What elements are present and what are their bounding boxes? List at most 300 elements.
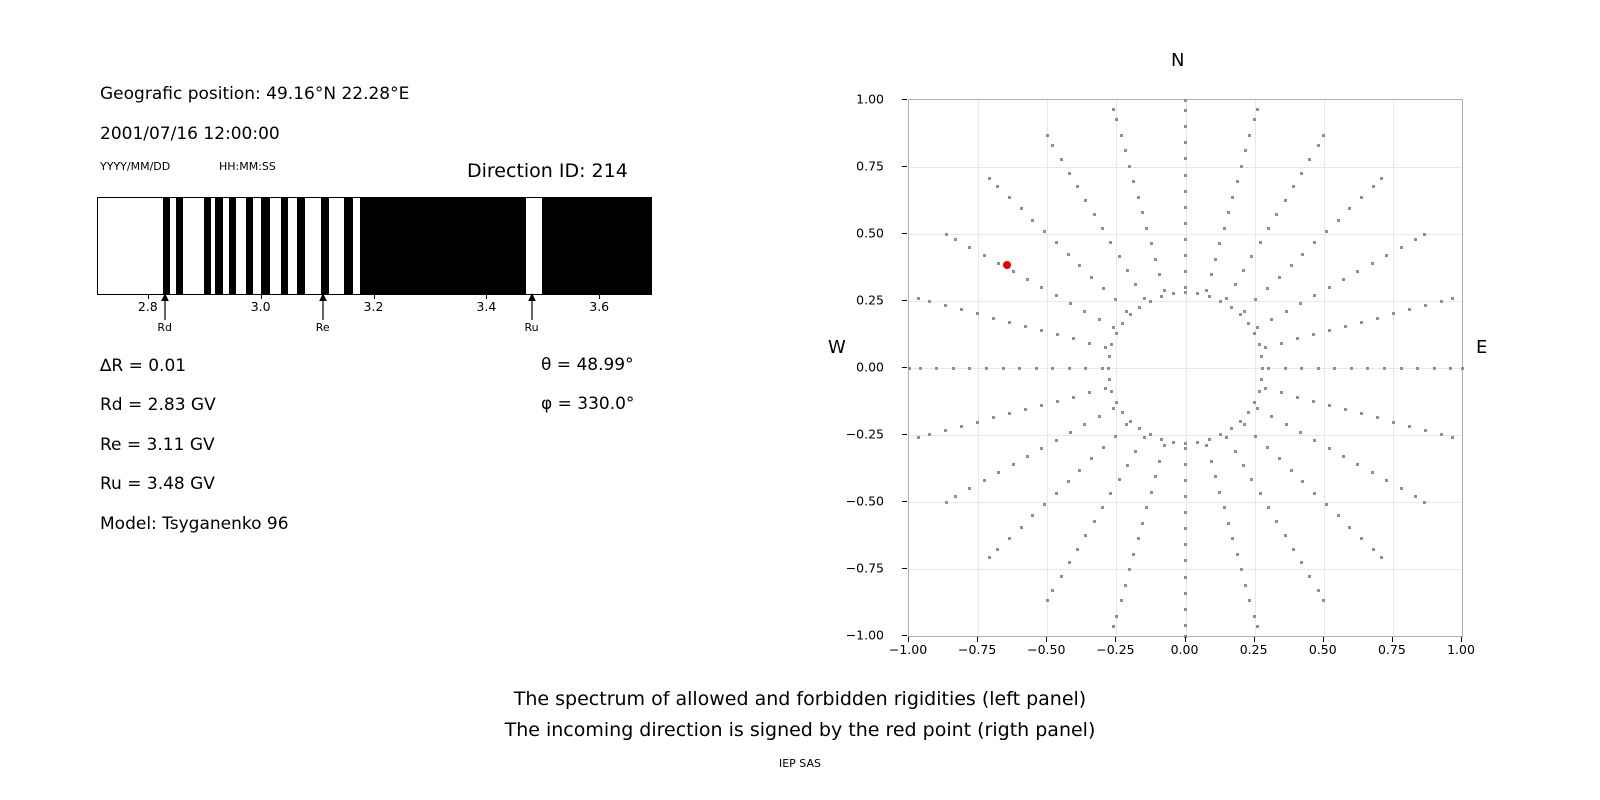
direction-point	[1342, 278, 1345, 281]
y-tick-label: 0.25	[856, 292, 884, 308]
direction-point	[1084, 367, 1087, 370]
direction-point	[1126, 269, 1129, 272]
direction-point	[996, 548, 999, 551]
direction-point	[908, 367, 911, 370]
direction-point	[1440, 433, 1443, 436]
direction-point	[1260, 378, 1263, 381]
y-tick-mark	[902, 367, 907, 368]
direction-point	[1112, 108, 1115, 111]
direction-point	[1284, 534, 1287, 537]
direction-point	[1056, 400, 1059, 403]
direction-point	[1055, 294, 1058, 297]
direction-point	[1115, 118, 1118, 121]
direction-point	[1112, 407, 1115, 410]
direction-point	[1184, 608, 1187, 611]
direction-point	[1121, 322, 1124, 325]
direction-point	[1328, 447, 1331, 450]
rigidity-spectrum-chart	[97, 197, 652, 295]
polar-scatter-plot	[908, 99, 1463, 637]
forbidden-band	[215, 198, 223, 294]
direction-point	[1150, 491, 1153, 494]
direction-point	[1408, 425, 1411, 428]
direction-point	[1184, 447, 1187, 450]
direction-point	[1101, 227, 1104, 230]
direction-point	[1344, 325, 1347, 328]
direction-point	[1128, 165, 1131, 168]
direction-point	[1414, 495, 1417, 498]
direction-point	[1236, 553, 1239, 556]
direction-point	[1163, 444, 1166, 447]
forbidden-band	[321, 198, 328, 294]
x-tick-mark	[1323, 637, 1324, 642]
direction-id: Direction ID: 214	[467, 160, 628, 182]
direction-point	[1247, 411, 1250, 414]
rigidity-marker-label: Rd	[157, 321, 173, 334]
direction-point	[1158, 460, 1161, 463]
direction-point	[1254, 298, 1257, 301]
direction-point	[1223, 506, 1226, 509]
direction-point	[1250, 255, 1253, 258]
x-tick-mark	[908, 637, 909, 642]
direction-point	[1024, 408, 1027, 411]
direction-point	[1051, 367, 1054, 370]
direction-point	[1040, 286, 1043, 289]
direction-point	[1184, 286, 1187, 289]
direction-point	[1184, 479, 1187, 482]
direction-point	[1433, 367, 1436, 370]
direction-point	[997, 262, 1000, 265]
x-tick-label: −0.25	[1096, 642, 1135, 657]
direction-point	[1093, 520, 1096, 523]
x-tick-label: −1.00	[888, 642, 928, 657]
direction-point	[1090, 457, 1093, 460]
direction-point	[1184, 592, 1187, 595]
direction-point	[1196, 441, 1199, 444]
direction-point	[1385, 254, 1388, 257]
direction-point	[1258, 390, 1261, 393]
direction-point	[1184, 222, 1187, 225]
direction-point	[1208, 295, 1211, 298]
direction-point	[1240, 568, 1243, 571]
direction-point	[1275, 520, 1278, 523]
selected-direction-point[interactable]	[1003, 261, 1011, 269]
direction-point	[1046, 599, 1049, 602]
direction-point	[1301, 480, 1304, 483]
direction-point	[1008, 321, 1011, 324]
direction-point	[1120, 134, 1123, 137]
direction-point	[1376, 416, 1379, 419]
axis-tick-label: 3.0	[250, 299, 271, 314]
direction-point	[1317, 367, 1320, 370]
direction-point	[1239, 420, 1242, 423]
y-tick-label: −0.75	[845, 560, 884, 576]
direction-point	[988, 556, 991, 559]
direction-point	[1008, 537, 1011, 540]
direction-point	[1290, 469, 1293, 472]
direction-point	[968, 367, 971, 370]
direction-point	[1308, 575, 1311, 578]
direction-point	[1328, 286, 1331, 289]
x-tick-label: −0.50	[1027, 642, 1066, 657]
direction-point	[1253, 615, 1256, 618]
direction-point	[1337, 219, 1340, 222]
direction-point	[1108, 355, 1111, 358]
direction-point	[1248, 134, 1251, 137]
direction-point	[928, 300, 931, 303]
direction-point	[1114, 298, 1117, 301]
direction-point	[1264, 346, 1267, 349]
direction-point	[1104, 387, 1107, 390]
direction-point	[1371, 471, 1374, 474]
gridline-horizontal	[909, 167, 1462, 168]
direction-point	[1284, 367, 1287, 370]
direction-point	[1112, 326, 1115, 329]
credit-label: IEP SAS	[778, 757, 822, 770]
direction-point	[1285, 310, 1288, 313]
geographic-position: Geografic position: 49.16°N 22.28°E	[100, 84, 410, 104]
direction-point	[1242, 464, 1245, 467]
direction-point	[1299, 302, 1302, 305]
direction-point	[1184, 624, 1187, 627]
direction-point	[1285, 423, 1288, 426]
direction-point	[1184, 576, 1187, 579]
direction-point	[1102, 287, 1105, 290]
direction-point	[1371, 262, 1374, 265]
direction-point	[1067, 253, 1070, 256]
direction-point	[1261, 367, 1264, 370]
direction-point	[1400, 246, 1403, 249]
direction-point	[1344, 408, 1347, 411]
direction-point	[1360, 196, 1363, 199]
direction-point	[1083, 310, 1086, 313]
direction-point	[1124, 149, 1127, 152]
direction-point	[1115, 615, 1118, 618]
direction-point	[1069, 302, 1072, 305]
direction-point	[1247, 322, 1250, 325]
direction-point	[1126, 464, 1129, 467]
x-tick-mark	[1461, 637, 1462, 642]
y-tick-mark	[902, 568, 907, 569]
direction-point	[1184, 543, 1187, 546]
direction-point	[1098, 415, 1101, 418]
direction-point	[1256, 407, 1259, 410]
direction-point	[1416, 367, 1419, 370]
direction-point	[1356, 463, 1359, 466]
direction-point	[1076, 548, 1079, 551]
direction-point	[1184, 463, 1187, 466]
direction-point	[1046, 134, 1049, 137]
direction-point	[1223, 227, 1226, 230]
direction-point	[944, 304, 947, 307]
direction-point	[945, 501, 948, 504]
direction-point	[1254, 435, 1257, 438]
direction-point	[919, 367, 922, 370]
forbidden-band	[360, 198, 525, 294]
direction-point	[1154, 258, 1157, 261]
arrow-up-icon	[316, 293, 330, 320]
theta-value: θ = 48.99°	[541, 355, 634, 375]
direction-point	[1118, 478, 1121, 481]
direction-point	[917, 436, 920, 439]
direction-point	[1088, 391, 1091, 394]
direction-point	[1296, 396, 1299, 399]
direction-point	[1270, 318, 1273, 321]
direction-point	[1158, 273, 1161, 276]
direction-point	[954, 238, 957, 241]
forbidden-band	[344, 198, 353, 294]
forbidden-band	[163, 198, 170, 294]
x-tick-label: −0.75	[957, 642, 997, 657]
direction-point	[1008, 412, 1011, 415]
x-tick-mark	[1254, 637, 1255, 642]
x-tick-mark	[1046, 637, 1047, 642]
direction-point	[1138, 427, 1141, 430]
direction-point	[1236, 180, 1239, 183]
direction-point	[1110, 343, 1113, 346]
direction-point	[985, 367, 988, 370]
direction-point	[1026, 455, 1029, 458]
direction-point	[968, 246, 971, 249]
direction-point	[1129, 420, 1132, 423]
direction-point	[960, 308, 963, 311]
direction-point	[1259, 492, 1262, 495]
direction-point	[935, 367, 938, 370]
rigidity-marker-rd	[145, 293, 185, 334]
direction-point	[1461, 367, 1464, 370]
direction-point	[1149, 300, 1152, 303]
y-tick-mark	[902, 300, 907, 301]
y-tick-label: 0.00	[856, 359, 884, 375]
direction-point	[1035, 367, 1038, 370]
direction-point	[1225, 436, 1228, 439]
direction-point	[1078, 264, 1081, 267]
direction-point	[1423, 233, 1426, 236]
direction-point	[1196, 292, 1199, 295]
direction-point	[1184, 442, 1187, 445]
direction-point	[1210, 460, 1213, 463]
direction-point	[1214, 475, 1217, 478]
direction-point	[1043, 230, 1046, 233]
gridline-horizontal	[909, 301, 1462, 302]
gridline-horizontal	[909, 502, 1462, 503]
direction-point	[1068, 172, 1071, 175]
direction-point	[1258, 343, 1261, 346]
rigidity-marker-label: Ru	[524, 321, 539, 334]
direction-point	[1184, 511, 1187, 514]
direction-point	[1278, 276, 1281, 279]
direction-point	[1218, 491, 1221, 494]
direction-point	[1132, 180, 1135, 183]
direction-point	[1253, 401, 1256, 404]
direction-point	[1275, 213, 1278, 216]
direction-point	[1184, 291, 1187, 294]
direction-point	[1040, 329, 1043, 332]
x-tick-label: 0.50	[1308, 642, 1337, 657]
direction-point	[1317, 589, 1320, 592]
direction-point	[1107, 367, 1110, 370]
direction-point	[1299, 431, 1302, 434]
direction-point	[1012, 270, 1015, 273]
direction-point	[1260, 355, 1263, 358]
direction-point	[1114, 435, 1117, 438]
direction-point	[1360, 321, 1363, 324]
direction-point	[1137, 537, 1140, 540]
direction-point	[1076, 185, 1079, 188]
direction-point	[1380, 177, 1383, 180]
direction-point	[1300, 561, 1303, 564]
direction-point	[1109, 241, 1112, 244]
direction-point	[1143, 297, 1146, 300]
direction-point	[1337, 514, 1340, 517]
forbidden-band	[176, 198, 183, 294]
direction-point	[1184, 495, 1187, 498]
direction-point	[1292, 548, 1295, 551]
direction-point	[1060, 158, 1063, 161]
direction-point	[1145, 506, 1148, 509]
direction-point	[1184, 206, 1187, 209]
direction-point	[1451, 436, 1454, 439]
direction-point	[1424, 304, 1427, 307]
direction-point	[1423, 501, 1426, 504]
direction-point	[1072, 337, 1075, 340]
direction-point	[1366, 367, 1369, 370]
direction-point	[992, 416, 995, 419]
direction-point	[1118, 255, 1121, 258]
direction-point	[1266, 446, 1269, 449]
direction-point	[1051, 144, 1054, 147]
direction-point	[1267, 367, 1270, 370]
direction-point	[1243, 310, 1246, 313]
direction-point	[1084, 534, 1087, 537]
direction-point	[1102, 446, 1105, 449]
direction-point	[1184, 270, 1187, 273]
compass-east-label: E	[1476, 337, 1488, 358]
caption-line-2: The incoming direction is signed by the red point (rigth panel)	[504, 719, 1096, 741]
direction-point	[1137, 196, 1140, 199]
direction-point	[1280, 342, 1283, 345]
direction-point	[1385, 479, 1388, 482]
direction-point	[1115, 332, 1118, 335]
direction-point	[1256, 326, 1259, 329]
direction-point	[1002, 367, 1005, 370]
direction-point	[1312, 333, 1315, 336]
direction-point	[1312, 400, 1315, 403]
direction-point	[1069, 431, 1072, 434]
direction-point	[1145, 227, 1148, 230]
direction-point	[1227, 211, 1230, 214]
direction-point	[1440, 300, 1443, 303]
direction-point	[944, 429, 947, 432]
x-tick-label: 0.00	[1170, 642, 1199, 657]
direction-point	[1138, 306, 1141, 309]
forbidden-band	[281, 198, 288, 294]
direction-point	[1090, 276, 1093, 279]
direction-point	[1024, 325, 1027, 328]
direction-point	[1280, 391, 1283, 394]
y-tick-label: 1.00	[856, 91, 884, 107]
direction-point	[1060, 575, 1063, 578]
direction-point	[1292, 185, 1295, 188]
direction-point	[1253, 332, 1256, 335]
direction-point	[1205, 444, 1208, 447]
compass-west-label: W	[828, 337, 846, 358]
direction-point	[1392, 312, 1395, 315]
direction-point	[1078, 469, 1081, 472]
direction-point	[1239, 313, 1242, 316]
gridline-horizontal	[909, 435, 1462, 436]
direction-point	[1120, 599, 1123, 602]
direction-point	[1072, 396, 1075, 399]
direction-point	[1132, 553, 1135, 556]
direction-point	[1184, 559, 1187, 562]
direction-point	[1108, 378, 1111, 381]
x-tick-label: 0.75	[1377, 642, 1406, 657]
direction-point	[1376, 317, 1379, 320]
direction-point	[1184, 238, 1187, 241]
direction-point	[1067, 480, 1070, 483]
x-tick-label: 1.00	[1447, 642, 1475, 657]
direction-point	[1150, 242, 1153, 245]
direction-point	[1225, 297, 1228, 300]
direction-point	[1219, 433, 1222, 436]
direction-point	[1172, 292, 1175, 295]
direction-point	[1234, 450, 1237, 453]
direction-point	[1112, 625, 1115, 628]
direction-point	[1253, 118, 1256, 121]
direction-point	[1008, 196, 1011, 199]
direction-point	[928, 433, 931, 436]
direction-point	[1104, 346, 1107, 349]
gridline-horizontal	[909, 569, 1462, 570]
ru-value: Ru = 3.48 GV	[100, 474, 215, 494]
direction-point	[1243, 423, 1246, 426]
direction-point	[1208, 438, 1211, 441]
x-tick-mark	[977, 637, 978, 642]
direction-point	[1124, 584, 1127, 587]
direction-point	[1278, 457, 1281, 460]
direction-point	[1093, 213, 1096, 216]
y-tick-label: 0.75	[856, 158, 884, 174]
axis-tick-label: 2.8	[137, 299, 158, 314]
forbidden-band	[229, 198, 236, 294]
x-tick-label: 0.25	[1239, 642, 1268, 657]
left-panel	[0, 0, 760, 680]
y-tick-label: −0.50	[845, 493, 884, 509]
direction-point	[1141, 211, 1144, 214]
y-tick-label: 0.50	[856, 225, 884, 241]
direction-point	[1172, 441, 1175, 444]
direction-point	[1248, 599, 1251, 602]
direction-point	[1313, 294, 1316, 297]
direction-point	[1031, 514, 1034, 517]
direction-point	[1317, 144, 1320, 147]
direction-point	[983, 254, 986, 257]
direction-point	[992, 317, 995, 320]
y-tick-label: −0.25	[845, 426, 884, 442]
direction-point	[1313, 439, 1316, 442]
direction-point	[1356, 270, 1359, 273]
forbidden-band	[204, 198, 211, 294]
direction-point	[1250, 478, 1253, 481]
direction-point	[976, 312, 979, 315]
gridline-horizontal	[909, 234, 1462, 235]
direction-point	[1348, 526, 1351, 529]
direction-point	[1031, 219, 1034, 222]
arrow-up-icon	[158, 293, 172, 320]
direction-point	[1300, 367, 1303, 370]
direction-point	[1115, 401, 1118, 404]
direction-point	[1109, 492, 1112, 495]
